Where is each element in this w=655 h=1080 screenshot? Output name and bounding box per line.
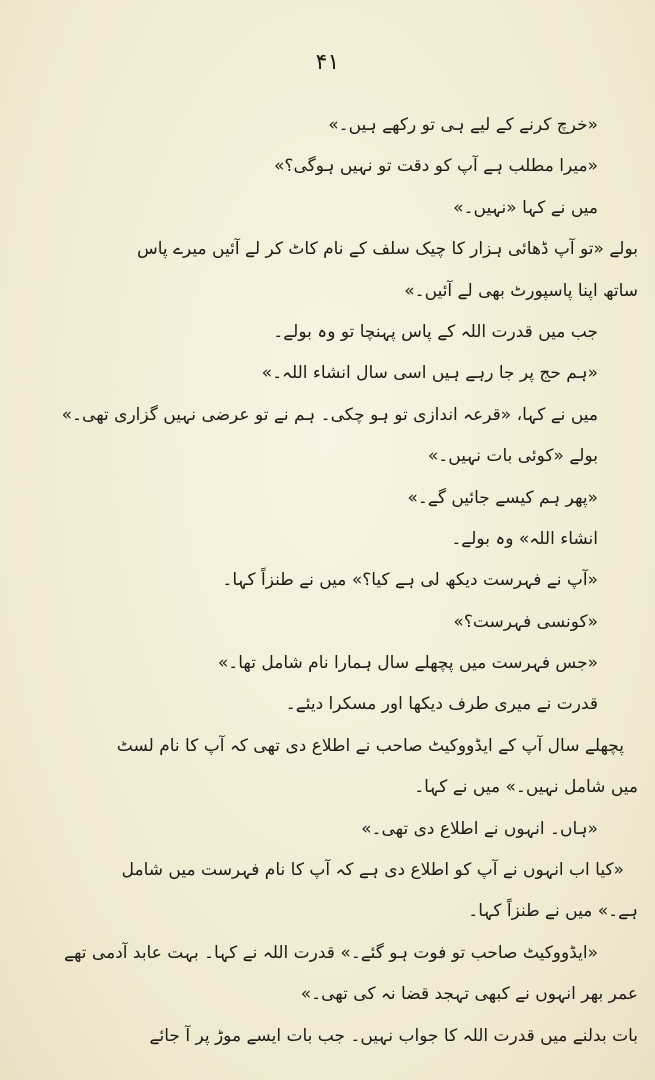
text-line: «میرا مطلب ہے آپ کو دقت تو نہیں ہوگی؟»	[274, 156, 598, 177]
text-line: «کونسی فہرست؟»	[453, 611, 598, 632]
text-line: قدرت نے میری طرف دیکھا اور مسکرا دیئے۔	[285, 694, 598, 715]
text-line: «ایڈووکیٹ صاحب تو فوت ہو گئے۔» قدرت اللہ نے کہا۔ بہت عابد آدمی تھے	[64, 942, 598, 963]
text-line: میں نے کہا، «قرعہ اندازی تو ہو چکی۔ ہم نے تو عرضی نہیں گزاری تھی۔»	[61, 404, 598, 425]
text-line: عمر بھر انہوں نے کبھی تہجد قضا نہ کی تھی۔»	[300, 984, 638, 1005]
text-line: «کیا اب انہوں نے آپ کو اطلاع دی ہے کہ آپ کا نام فہرست میں شامل	[121, 860, 624, 881]
page-body	[38, 105, 638, 1057]
text-line: «ہاں۔ انہوں نے اطلاع دی تھی۔»	[361, 818, 598, 839]
text-line: میں نے کہا «نہیں۔»	[453, 197, 598, 218]
text-line: بولے «کوئی بات نہیں۔»	[427, 446, 598, 467]
text-line: ہے۔» میں نے طنزاً کہا۔	[468, 901, 638, 922]
text-line: بولے «تو آپ ڈھائی ہزار کا چیک سلف کے نام کاٹ کر لے آئیں میرے پاس	[137, 239, 638, 260]
text-line: بات بدلنے میں قدرت اللہ کا جواب نہیں۔ جب بات ایسے موڑ پر آ جائے	[149, 1025, 638, 1046]
text-line: انشاء اللہ» وہ بولے۔	[451, 528, 598, 549]
text-line: «پھر ہم کیسے جائیں گے۔»	[407, 487, 598, 508]
text-line: ساتھ اپنا پاسپورٹ بھی لے آئیں۔»	[404, 280, 638, 301]
text-line: «جس فہرست میں پچھلے سال ہمارا نام شامل تھا۔»	[217, 653, 598, 674]
text-line: «آپ نے فہرست دیکھ لی ہے کیا؟» میں نے طنزاً کہا۔	[222, 570, 598, 591]
page-number: ۴۱	[315, 50, 340, 75]
text-line: پچھلے سال آپ کے ایڈووکیٹ صاحب نے اطلاع دی تھی کہ آپ کا نام لسٹ	[116, 735, 624, 756]
text-line: جب میں قدرت اللہ کے پاس پہنچا تو وہ بولے۔	[273, 321, 598, 342]
text-line: میں شامل نہیں۔» میں نے کہا۔	[414, 777, 638, 798]
text-line: «ہم حج پر جا رہے ہیں اسی سال انشاء اللہ۔»	[261, 363, 598, 384]
text-line: «خرچ کرنے کے لیے ہی تو رکھے ہیں۔»	[328, 115, 598, 135]
